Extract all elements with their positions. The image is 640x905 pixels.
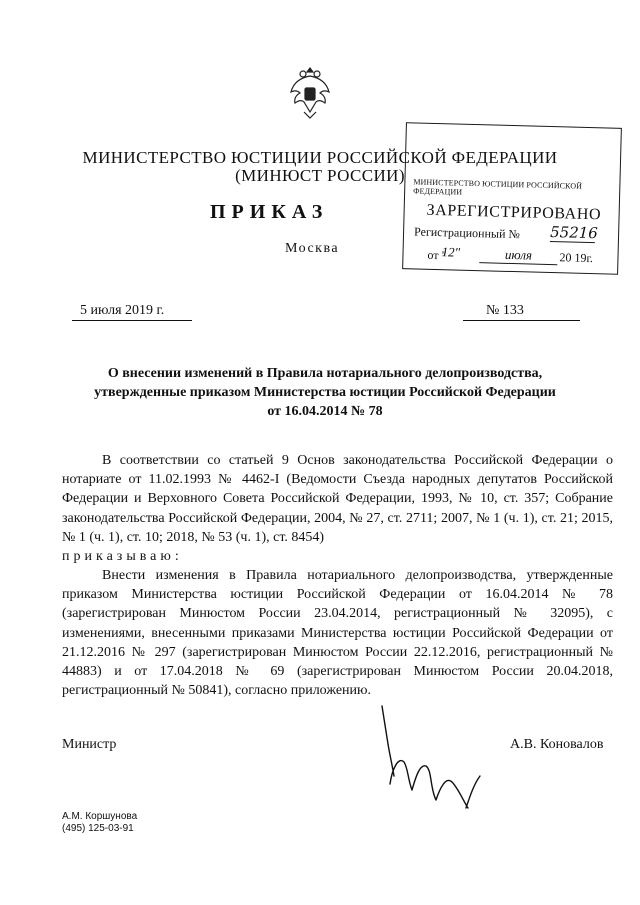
preamble-text: В соответствии со статьей 9 Основ законодательства Российской Федерации о нотариате от 11.02.1993 № 4462-I (Ведомости Съезда народных депутатов Российской Федерации и Верховного Совета Российской Федерации, 1993, № 10, ст. 357; Собрание законодательства Российской Федерации, 2004, № 27, ст. 2711; 2007, № 1 (ч. 1), ст. 21; 2015, № 1 (ч. 1), ст. 10; 2018, № 53 (ч. 1), ст. 8454): [62, 453, 613, 545]
stamp-reg-number: 55216: [549, 223, 599, 243]
order-number: № 133: [486, 303, 524, 318]
document-type: ПРИКАЗ: [210, 201, 329, 223]
order-word: приказываю:: [62, 549, 183, 565]
stamp-date-from: от ": [427, 247, 447, 263]
executor-phone: (495) 125-03-91: [62, 823, 134, 834]
ministry-short-name: (МИНЮСТ РОССИИ): [235, 166, 405, 185]
stamp-reg-label: Регистрационный №: [413, 224, 521, 242]
stamp-date-year: 20 19г.: [559, 250, 594, 266]
stamp-date-day: 12": [441, 244, 461, 260]
stamp-org: МИНИСТЕРСТВО ЮСТИЦИИ РОССИЙСКОЙ ФЕДЕРАЦИИ: [413, 177, 583, 197]
preamble-paragraph: [62, 451, 613, 566]
order-title-line-1: О внесении изменений в Правила нотариального делопроизводства,: [107, 366, 543, 381]
order-date-underline: [72, 320, 192, 321]
order-date: 5 июля 2019 г.: [80, 303, 165, 318]
order-number-underline: [463, 320, 580, 321]
order-title-line-2: утвержденные приказом Министерства юстиции Российской Федерации: [94, 385, 556, 400]
handwritten-signature: [380, 704, 490, 814]
executor-name: А.М. Коршунова: [62, 811, 138, 822]
order-paragraph: Внести изменения в Правила нотариального делопроизводства, утвержденные приказом Министерства юстиции Российской Федерации от 16.04.2014 № 78 (зарегистрирован Минюстом России 23.04.2014, регистрационный № 32095), с изменениями, внесенными приказами Министерства юстиции Российской Федерации от 21.12.2016 № 297 (зарегистрирован Минюстом России 22.12.2016, регистрационный № 44883) и от 17.04.2018 № 69 (зарегистрирован Минюстом России 20.04.2018, регистрационный № 50841), согласно приложению.: [62, 568, 613, 699]
signer-title: Министр: [62, 737, 117, 752]
stamp-registered: ЗАРЕГИСТРИРОВАНО: [426, 201, 602, 224]
coat-of-arms-icon: [285, 62, 335, 120]
registration-stamp: [402, 122, 622, 275]
signer-name: А.В. Коновалов: [510, 737, 604, 752]
order-title: [60, 364, 590, 421]
ministry-name: МИНИСТЕРСТВО ЮСТИЦИИ РОССИЙСКОЙ ФЕДЕРАЦИИ: [82, 148, 558, 167]
order-title-line-3: от 16.04.2014 № 78: [267, 404, 383, 419]
city: Москва: [285, 241, 340, 256]
stamp-date-month: июля: [479, 246, 557, 265]
